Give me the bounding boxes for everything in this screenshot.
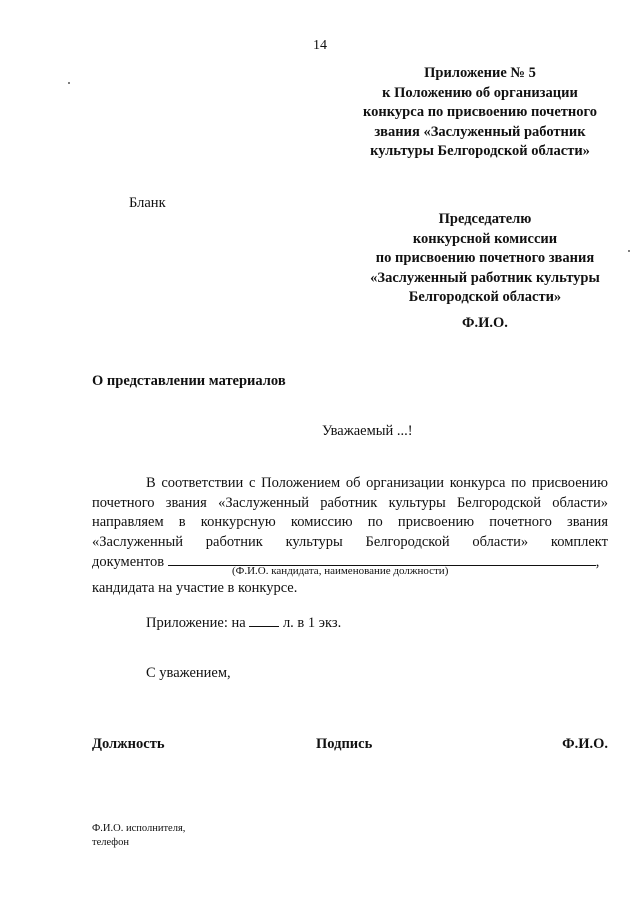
sign-label: Подпись: [316, 736, 373, 752]
pages-fill-line: [249, 613, 279, 627]
regards: С уважением,: [146, 665, 231, 681]
fio-label: Ф.И.О.: [562, 736, 608, 752]
body-line: почетного звания «Заслуженный работник культуры Белгородской области»: [92, 494, 608, 511]
attachment-prefix: Приложение: на: [146, 615, 246, 631]
position-label: Должность: [92, 736, 165, 752]
appendix-line: Приложение № 5: [424, 65, 536, 81]
form-label: Бланк: [129, 195, 166, 211]
appendix-line: культуры Белгородской области»: [370, 143, 590, 159]
greeting: Уважаемый ...!: [322, 423, 413, 439]
scan-speck: [628, 250, 630, 252]
addressee-line: «Заслуженный работник культуры: [370, 269, 600, 286]
appendix-header: [330, 64, 630, 162]
letter-body: [92, 474, 608, 573]
scan-speck: [68, 82, 70, 84]
documents-comma: ,: [595, 554, 600, 570]
subject-line: О представлении материалов: [92, 373, 286, 389]
executor-phone: телефон: [92, 837, 129, 848]
documents-label: документов: [92, 554, 165, 570]
appendix-line: к Положению об организации: [382, 84, 578, 101]
addressee-fio: Ф.И.О.: [462, 315, 508, 331]
addressee-line: конкурсной комиссии: [412, 230, 558, 247]
candidate-fill-line: [168, 552, 596, 566]
page-number: 14: [313, 38, 327, 53]
addressee-line: Председателю: [438, 211, 532, 227]
fill-hint: (Ф.И.О. кандидата, наименование должности): [232, 565, 449, 577]
addressee-line: по присвоению почетного звания: [375, 250, 595, 266]
attachment-line: [146, 613, 341, 632]
body-line: направляем в конкурсную комиссию по присвоению почетного звания: [92, 514, 608, 530]
addressee-line: Белгородской области»: [408, 289, 562, 305]
executor-name: Ф.И.О. исполнителя,: [92, 823, 186, 834]
addressee-block: [340, 210, 630, 308]
attachment-suffix: л. в 1 экз.: [282, 615, 342, 631]
appendix-line: конкурса по присвоению почетного: [362, 104, 598, 120]
body-line: кандидата на участие в конкурсе.: [92, 580, 298, 596]
appendix-line: звания «Заслуженный работник: [374, 123, 586, 140]
body-line: В соответствии с Положением об организации конкурса по присвоению: [146, 475, 608, 491]
executor-block: [92, 822, 185, 850]
body-line: «Заслуженный работник культуры Белгородской области» комплект: [92, 533, 608, 550]
